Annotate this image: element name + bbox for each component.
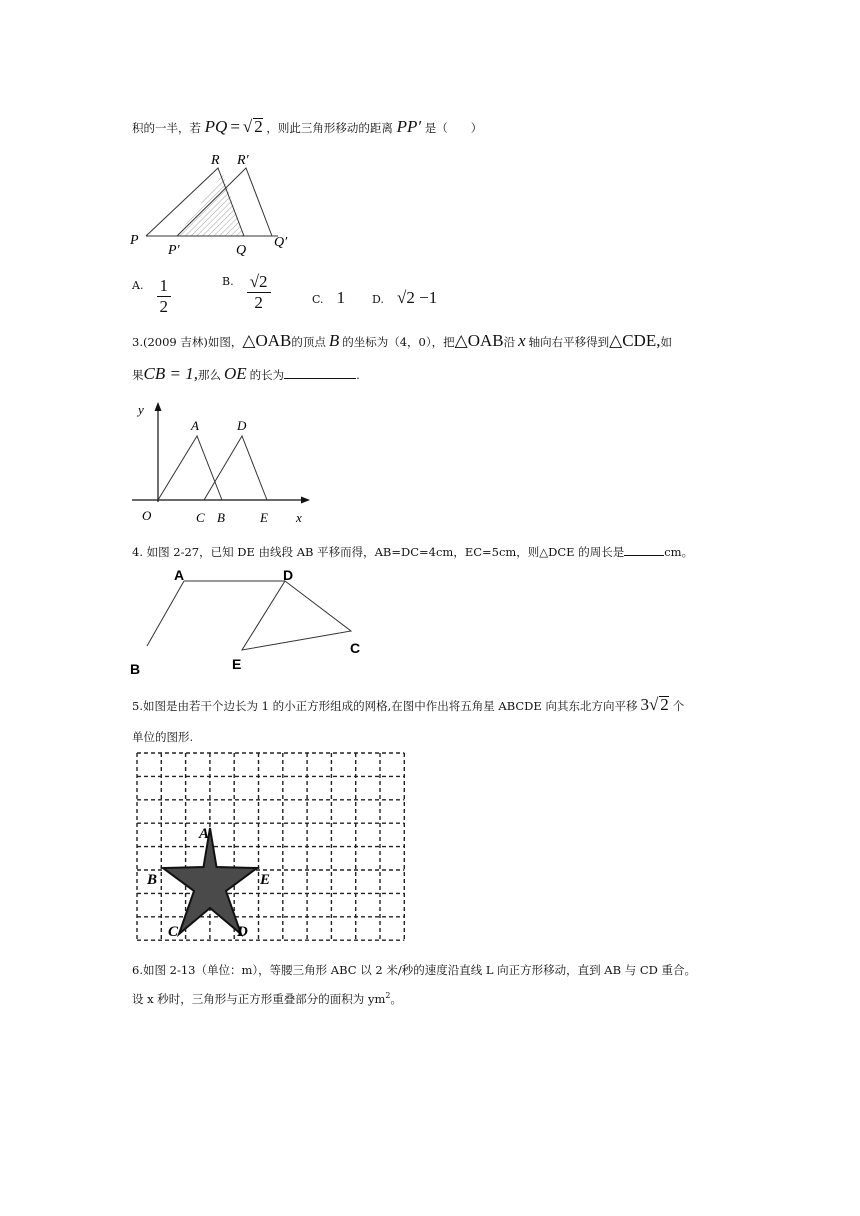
cb-equation: CB = 1, — [143, 364, 198, 383]
point-b-var: B — [328, 331, 340, 350]
label-E: E — [260, 872, 271, 888]
label-B: B — [130, 661, 141, 677]
q5-stem-line2: 单位的图形. — [132, 730, 194, 744]
q2-option-d: D. √2 −1 — [372, 288, 438, 307]
q3-stem-line2: 果CB = 1,那么 OE 的长为 . — [132, 364, 360, 383]
label-D: D — [283, 567, 294, 583]
label-A: A — [191, 418, 199, 433]
q6-stem-line2: 设 x 秒时，三角形与正方形重叠部分的面积为 $ym^2$。 — [132, 991, 402, 1006]
label-B: B — [147, 872, 158, 888]
label-E: E — [260, 510, 268, 525]
option-a-fraction: $\frac{1}{2}$ — [157, 276, 172, 317]
q2-pq: PQ = — [204, 117, 240, 136]
x-var: x — [518, 331, 526, 350]
q4-translation-figure — [128, 562, 378, 680]
coef-3: 3 — [640, 695, 649, 714]
tri-oab-2: △OAB — [454, 331, 504, 350]
q2-option-a: $^{A.}$ $\frac{1}{2}$ — [132, 276, 171, 317]
label-Q-prime: Q′ — [274, 235, 288, 250]
q5-sqrt2: √ 2 — [648, 695, 669, 714]
q2-stem-end: 是（ ） — [424, 121, 483, 135]
q2-option-c: C. 1 — [312, 288, 346, 307]
tri-cde: △CDE, — [609, 331, 661, 350]
q4-stem: 4. 如图 2-27，已知 DE 由线段 AB 平移而得，AB=DC=4cm，EC=5cm，则△DCE 的周长是 cm。 — [132, 545, 694, 559]
segment-ab — [147, 581, 184, 646]
label-D: D — [237, 924, 248, 940]
five-point-star — [163, 828, 257, 934]
label-C: C — [196, 510, 205, 525]
label-Q: Q — [236, 243, 247, 258]
label-A: A — [199, 826, 210, 842]
q5-stem-line1: 5.如图是由若干个边长为 1 的小正方形组成的网格,在图中作出将五角星 ABCDE 向其东北方向平移 3√ 2 个 — [132, 695, 685, 714]
answer-blank[interactable] — [284, 366, 356, 379]
triangle-dce — [242, 581, 351, 650]
label-D: D — [237, 418, 247, 433]
q2-option-b: $^{B.}$ $\frac{√2}{2}$ — [222, 272, 271, 313]
label-A: A — [174, 567, 185, 583]
q3-stem-line1: 3.(2009 吉林)如图，△OAB的顶点 B 的坐标为（4，0），把△OAB沿 x 轴向右平移得到△CDE,如 — [132, 331, 672, 350]
label-y: y — [138, 402, 144, 417]
tri-oab: △OAB — [242, 331, 292, 350]
q2-stem-mid: ，则此三角形移动的距离 — [266, 121, 393, 135]
dashed-grid — [137, 753, 404, 940]
label-E: E — [232, 656, 242, 672]
label-x: x — [296, 510, 302, 525]
q2-pp-prime: PP′ — [396, 117, 422, 136]
label-C: C — [168, 924, 179, 940]
triangle-oab — [158, 436, 222, 500]
label-B: B — [217, 510, 225, 525]
oe-var: OE — [223, 364, 247, 383]
q2-triangle-figure — [126, 148, 306, 258]
label-R: R — [211, 153, 220, 168]
x-arrow — [301, 497, 310, 504]
option-b-fraction: $\frac{√2}{2}$ — [247, 272, 271, 313]
label-P: P — [130, 233, 139, 248]
q5-grid-figure — [131, 748, 411, 946]
q2-stem-start: 积的一半，若 — [132, 121, 201, 135]
q6-stem-line1: 6.如图 2-13（单位：m），等腰三角形 ABC 以 2 米/秒的速度沿直线 L 向正方形移动，直到 AB 与 CD 重合。 — [132, 963, 697, 977]
superscript-2: 2 — [385, 991, 391, 1000]
perimeter-blank[interactable] — [624, 543, 664, 556]
q2-sqrt2: √ 2 — [242, 117, 263, 136]
label-P-prime: P′ — [168, 243, 180, 258]
q3-coordinate-figure — [130, 398, 320, 533]
q2-stem — [132, 118, 482, 136]
triangle-cde — [204, 436, 267, 500]
label-O: O — [142, 508, 152, 523]
label-R-prime: R′ — [237, 153, 249, 168]
y-arrow — [155, 402, 162, 411]
label-C: C — [350, 640, 361, 656]
